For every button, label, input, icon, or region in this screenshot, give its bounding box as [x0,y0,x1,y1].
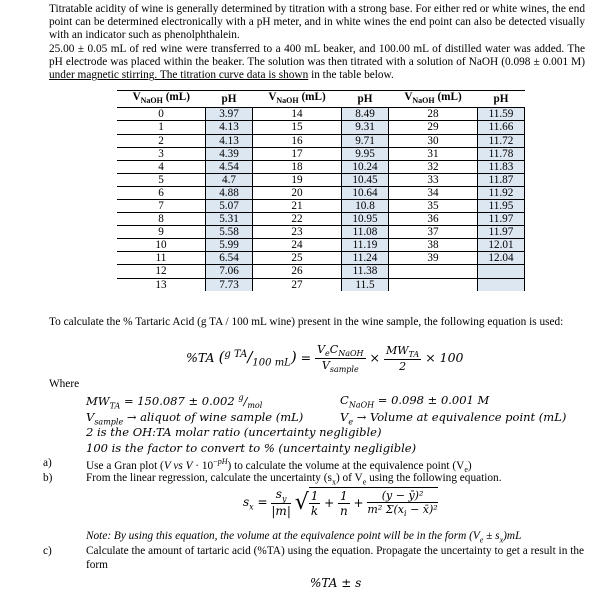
ta-equation: %TA $(^{g TA}/_{100 mL})$ = $\frac{V_eC_{NaOH}}{V_{sample}}$ × $\frac{MW_{TA}}{2}$ × 100 [186,343,464,375]
volume-cell [389,278,478,291]
ph-cell: 11.97 [478,213,525,226]
ph-cell: 11.08 [342,226,389,239]
volume-cell: 9 [117,226,206,239]
volume-cell: 4 [117,160,206,173]
volume-cell: 33 [389,173,478,186]
eq-fraction-main: $\frac{V_eC_{NaOH}}{V_{sample}}$ [317,343,364,375]
volume-cell: 14 [253,108,342,121]
def-v-e: $V_e$ → Volume at equivalence point (mL) [340,410,567,427]
question-b-label: b) [43,472,53,484]
table-row [117,147,525,160]
def-v-sample: $V_{sample}$ → aliquot of wine sample (mL) [86,410,304,427]
table-header-row [117,91,525,108]
question-a-label: a) [43,457,52,469]
question-a-text: Use a Gran plot (V vs $V \cdot 10^{-pH}$) to calculate the volume at the equivalence point $(V_e)$ [86,457,472,475]
table-row [117,252,525,265]
table-row [117,226,525,239]
ph-cell: 12.01 [478,239,525,252]
volume-cell: 0 [117,108,206,121]
table-row [117,199,525,212]
table-row [117,173,525,186]
volume-cell: 20 [253,186,342,199]
def-factor: 100 is the factor to convert to % (uncertainty negligible) [86,441,417,455]
volume-cell: 34 [389,186,478,199]
col-header-ph1: pH [206,91,253,108]
table-row [117,213,525,226]
ph-cell: 4.54 [206,160,253,173]
table-body [117,108,525,291]
volume-cell: 27 [253,278,342,291]
ph-cell: 10.64 [342,186,389,199]
ph-cell: 9.71 [342,134,389,147]
ph-cell: 11.66 [478,121,525,134]
volume-cell: 10 [117,239,206,252]
volume-cell: 36 [389,213,478,226]
ph-cell: 11.59 [478,108,525,121]
ph-cell: 8.49 [342,108,389,121]
col-header-v3: $V_{NaOH}$ (mL) [389,91,478,108]
volume-cell: 23 [253,226,342,239]
volume-cell: 8 [117,213,206,226]
ph-cell: 10.24 [342,160,389,173]
table-row [117,108,525,121]
ph-cell: 5.31 [206,213,253,226]
volume-cell: 21 [253,199,342,212]
volume-cell: 26 [253,265,342,278]
volume-cell: 16 [253,134,342,147]
titration-table [117,90,525,291]
intro-paragraph-2 [49,43,585,83]
eq-units-den: 100 mL [252,357,291,369]
volume-cell: 37 [389,226,478,239]
ph-cell: 4.88 [206,186,253,199]
def-ratio: 2 is the OH:TA molar ratio (uncertainty negligible) [86,425,382,439]
question-c-text: Calculate the amount of tartaric acid (%TA) using the equation. Propagate the uncertainty to get a result in the form [86,545,584,571]
volume-cell: 6 [117,186,206,199]
ph-cell: 11.87 [478,173,525,186]
eq-fraction-mw: $\frac{MW_{TA}}{2}$ [385,344,420,374]
ph-cell: 10.45 [342,173,389,186]
volume-cell: 3 [117,147,206,160]
intro-p2-end: in the table below. [308,69,394,82]
volume-cell: 18 [253,160,342,173]
ph-cell: 11.83 [478,160,525,173]
volume-cell: 25 [253,252,342,265]
ph-cell: 11.78 [478,147,525,160]
intro-p2-start: 25.00 ± 0.05 mL of red wine were transferred to a 400 mL beaker, and 100.00 mL of distilled water was added. The pH electrode was placed within the beaker. The solution was then titrated with a solution of NaOH (0.098 ± 0.001 M) [49,43,585,69]
ph-cell: 4.13 [206,121,253,134]
final-result-form: %TA ± s [310,576,362,590]
table-row [117,186,525,199]
table-row [117,239,525,252]
table-row [117,121,525,134]
eq-times-100: × 100 [425,350,464,366]
ph-cell: 4.39 [206,147,253,160]
volume-cell: 19 [253,173,342,186]
ph-cell: 4.7 [206,173,253,186]
eq-lhs: %TA [186,350,215,366]
ph-cell: 11.95 [478,199,525,212]
volume-cell: 13 [117,278,206,291]
ph-cell: 4.13 [206,134,253,147]
volume-cell: 38 [389,239,478,252]
col-header-v2: $V_{NaOH}$ (mL) [253,91,342,108]
note-text: Note: By using this equation, the volume at the equivalence point will be in the form $(V_e \pm s_x)mL$ [86,530,522,545]
table-row [117,134,525,147]
ph-cell: 10.95 [342,213,389,226]
intro-paragraph-1: Titratable acidity of wine is generally determined by titration with a strong base. For either red or white wines, the end point can be determined electronically with a pH meter, and in white wines the end point can also be detected visually with an indicator such as phenolphthalein. [49,3,585,42]
volume-cell: 29 [389,121,478,134]
question-b-text: From the linear regression, calculate the uncertainty $(s_x)$ of $V_e$ using the following equation. [86,472,502,487]
calc-intro: To calculate the % Tartaric Acid (g TA / 100 mL wine) present in the wine sample, the following equation is used: [49,316,564,328]
ph-cell: 11.97 [478,226,525,239]
ph-cell: 11.92 [478,186,525,199]
ph-cell: 11.38 [342,265,389,278]
volume-cell: 32 [389,160,478,173]
ph-cell: 9.95 [342,147,389,160]
ph-cell: 6.54 [206,252,253,265]
ph-cell: 5.58 [206,226,253,239]
ph-cell: 5.99 [206,239,253,252]
question-c-label: c) [43,545,52,557]
sx-equation: $s_x$ = $\frac{s_y}{|m|}$ √ $\frac{1}{k}$ + $\frac{1}{n}$ + $\frac{\text{(y − ȳ)²}}{m^2 \Sigma(x_i - x̄)^2}$ [243,487,438,519]
volume-cell: 28 [389,108,478,121]
volume-cell: 11 [117,252,206,265]
volume-cell: 30 [389,134,478,147]
volume-cell: 1 [117,121,206,134]
volume-cell: 39 [389,252,478,265]
intro-p2-underlined: under magnetic stirring. The titration curve data is shown [49,69,309,82]
ph-cell: 3.97 [206,108,253,121]
ph-cell: 7.73 [206,278,253,291]
def-c-naoh: $C_{NaOH} = 0.098 \pm 0.001$ M [340,393,490,410]
table-row [117,265,525,278]
volume-cell: 24 [253,239,342,252]
volume-cell [389,265,478,278]
col-header-ph3: pH [478,91,525,108]
ph-cell [478,265,525,278]
ph-cell: 12.04 [478,252,525,265]
volume-cell: 2 [117,134,206,147]
col-header-ph2: pH [342,91,389,108]
volume-cell: 31 [389,147,478,160]
col-header-v1: $V_{NaOH}$ (mL) [117,91,206,108]
ph-cell: 5.07 [206,199,253,212]
volume-cell: 5 [117,173,206,186]
volume-cell: 15 [253,121,342,134]
def-mw: $MW_{TA} = 150.087 \pm 0.002$ $^g/_{mol}$ [86,393,263,411]
table-row [117,278,525,291]
ph-cell: 11.5 [342,278,389,291]
eq-units-num: g TA [224,349,248,361]
ph-cell [478,278,525,291]
table-row [117,160,525,173]
volume-cell: 7 [117,199,206,212]
ph-cell: 9.31 [342,121,389,134]
ph-cell: 11.24 [342,252,389,265]
where-label: Where [49,378,80,390]
volume-cell: 12 [117,265,206,278]
ph-cell: 11.19 [342,239,389,252]
ph-cell: 10.8 [342,199,389,212]
volume-cell: 35 [389,199,478,212]
ph-cell: 7.06 [206,265,253,278]
ph-cell: 11.72 [478,134,525,147]
volume-cell: 17 [253,147,342,160]
volume-cell: 22 [253,213,342,226]
